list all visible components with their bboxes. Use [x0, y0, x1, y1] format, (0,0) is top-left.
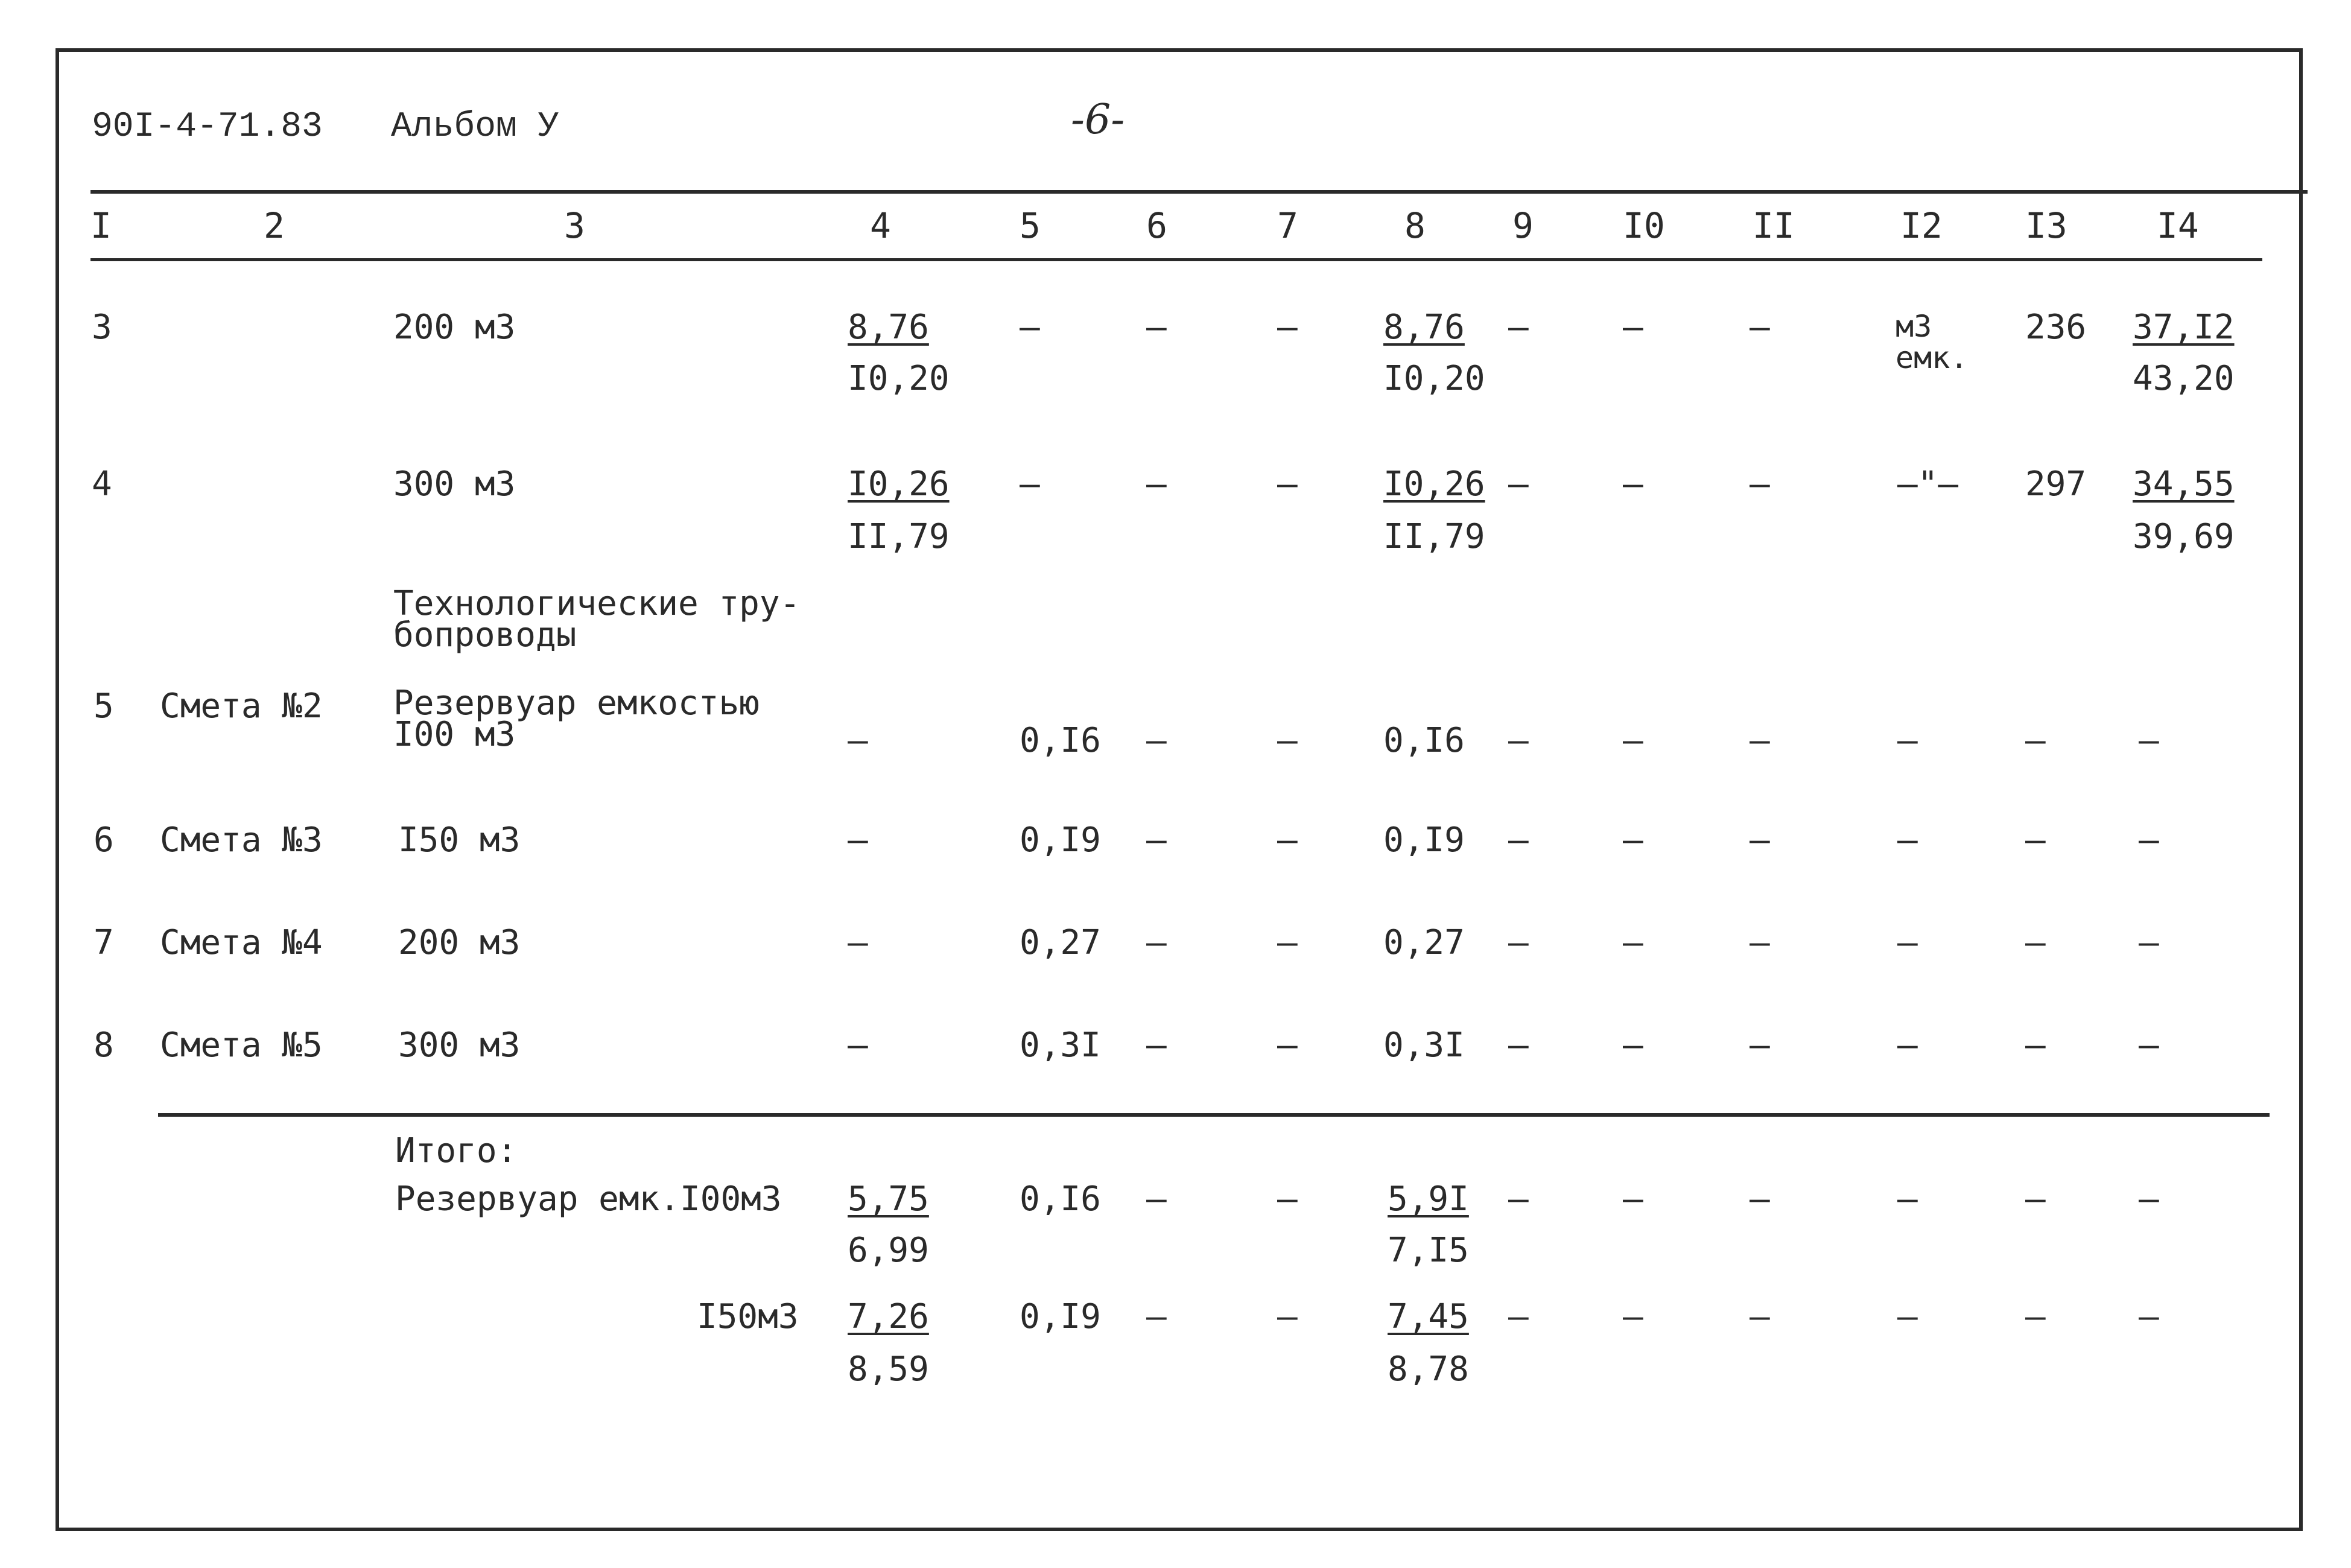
cell-value: – — [1146, 465, 1167, 504]
cell-value: – — [1277, 821, 1298, 860]
cell-value: 0,I6 — [1020, 1179, 1101, 1219]
cell-value: – — [2139, 1179, 2159, 1219]
cell-value: 0,I6 — [1383, 721, 1465, 760]
column-header-divider — [90, 258, 2262, 261]
estimate-ref: Смета №5 — [160, 1026, 323, 1065]
cell-value: 7,26 — [848, 1297, 929, 1336]
estimate-ref: Смета №4 — [160, 923, 323, 962]
cell-value: – — [2139, 1026, 2159, 1065]
estimate-ref: Смета №3 — [160, 821, 323, 860]
cell-value: – — [1750, 1026, 1770, 1065]
cell-value: 0,I9 — [1383, 821, 1465, 860]
cell-value: – — [1623, 923, 1643, 962]
cell-value: 0,I9 — [1020, 1297, 1101, 1336]
cell-value: 37,I2 — [2133, 308, 2235, 347]
document-frame — [56, 48, 2303, 1531]
document-code: 90I-4-71.83 — [92, 107, 323, 147]
cell-value: – — [1508, 1297, 1529, 1336]
cell-value: 0,I6 — [1020, 721, 1101, 760]
cell-value: 0,27 — [1383, 923, 1465, 962]
cell-value: – — [1623, 721, 1643, 760]
total-item-name: I50м3 — [697, 1297, 799, 1336]
cell-value: – — [848, 721, 868, 760]
cell-value: 5,9I — [1388, 1179, 1469, 1219]
cell-value: I0,20 — [848, 359, 950, 398]
cell-value: I0,20 — [1383, 359, 1485, 398]
row-number: 5 — [94, 687, 114, 726]
cell-value: – — [1897, 923, 1918, 962]
cell-value: – — [1277, 923, 1298, 962]
column-header: 4 — [870, 205, 891, 246]
column-header: I3 — [2025, 205, 2067, 246]
cell-value: – — [2025, 721, 2046, 760]
totals-divider — [158, 1113, 2270, 1117]
cell-value: – — [1508, 308, 1529, 347]
cell-value: – — [2139, 821, 2159, 860]
cell-value: – — [1146, 308, 1167, 347]
cell-value: 236 — [2025, 308, 2087, 347]
column-header: I0 — [1623, 205, 1665, 246]
cell-value: – — [1897, 821, 1918, 860]
cell-value: – — [1508, 721, 1529, 760]
cell-value: – — [1020, 308, 1040, 347]
cell-value: – — [2139, 923, 2159, 962]
cell-value: – — [1146, 721, 1167, 760]
cell-value: II,79 — [848, 517, 950, 556]
column-header: 2 — [264, 205, 285, 246]
cell-value: – — [1146, 1026, 1167, 1065]
totals-label: Итого: — [395, 1131, 518, 1170]
cell-value: 5,75 — [848, 1179, 929, 1219]
row-number: 7 — [94, 923, 114, 962]
cell-value: – — [1897, 721, 1918, 760]
cell-value: – — [1146, 1297, 1167, 1336]
cell-value: – — [1508, 465, 1529, 504]
cell-value: 43,20 — [2133, 359, 2235, 398]
column-header: 7 — [1277, 205, 1298, 246]
column-header: 9 — [1512, 205, 1534, 246]
cell-value: – — [1623, 1179, 1643, 1219]
column-header: I2 — [1900, 205, 1943, 246]
row-number: 8 — [94, 1026, 114, 1065]
cell-value: – — [1750, 923, 1770, 962]
cell-value: 8,59 — [848, 1350, 929, 1389]
page-number: -6- — [1071, 96, 1125, 144]
cell-value: – — [848, 821, 868, 860]
column-header: I4 — [2157, 205, 2199, 246]
cell-value: – — [2025, 1179, 2046, 1219]
cell-value: – — [1623, 1297, 1643, 1336]
column-header: 3 — [564, 205, 585, 246]
cell-value: – — [1750, 721, 1770, 760]
row-number: 4 — [92, 465, 112, 504]
cell-value: – — [2025, 923, 2046, 962]
cell-value: – — [1750, 308, 1770, 347]
cell-value: – — [2139, 721, 2159, 760]
cell-value: – — [1750, 1179, 1770, 1219]
cell-value: – — [1146, 1179, 1167, 1219]
cell-value: 7,45 — [1388, 1297, 1469, 1336]
cell-value: – — [1508, 1026, 1529, 1065]
item-name: I50 м3 — [398, 821, 521, 860]
cell-value: – — [1623, 1026, 1643, 1065]
cell-value: – — [1277, 1026, 1298, 1065]
cell-value: – — [1020, 465, 1040, 504]
cell-value: 7,I5 — [1388, 1231, 1469, 1270]
cell-value: – — [1508, 923, 1529, 962]
cell-value: 0,3I — [1383, 1026, 1465, 1065]
cell-value: 297 — [2025, 465, 2087, 504]
cell-value: – — [1623, 821, 1643, 860]
cell-value: – — [2025, 1297, 2046, 1336]
cell-value: – — [1508, 821, 1529, 860]
cell-value: – — [848, 923, 868, 962]
cell-value: –"– — [1897, 465, 1959, 504]
column-header: 6 — [1146, 205, 1167, 246]
cell-value: – — [1146, 821, 1167, 860]
cell-value: – — [1750, 821, 1770, 860]
total-item-name: Резервуар емк.I00м3 — [395, 1179, 782, 1219]
header-divider — [90, 190, 2308, 194]
cell-value: – — [1277, 308, 1298, 347]
cell-value: I0,26 — [1383, 465, 1485, 504]
item-name: 200 м3 — [398, 923, 521, 962]
cell-value: 0,3I — [1020, 1026, 1101, 1065]
cell-value: 0,I9 — [1020, 821, 1101, 860]
cell-value: – — [848, 1026, 868, 1065]
cell-value: – — [2139, 1297, 2159, 1336]
cell-value: 0,27 — [1020, 923, 1101, 962]
cell-value: I0,26 — [848, 465, 950, 504]
cell-value: – — [1508, 1179, 1529, 1219]
cell-value: – — [1146, 923, 1167, 962]
row-number: 3 — [92, 308, 112, 347]
album-title: Альбом У — [391, 107, 559, 147]
cell-value: – — [1750, 465, 1770, 504]
cell-value: 39,69 — [2133, 517, 2235, 556]
cell-value: – — [1623, 308, 1643, 347]
estimate-ref: Смета №2 — [160, 687, 323, 726]
cell-value: 34,55 — [2133, 465, 2235, 504]
cell-value: – — [1277, 465, 1298, 504]
item-name: 200 м3 — [393, 308, 516, 347]
cell-value: – — [2025, 821, 2046, 860]
column-header: I — [90, 205, 112, 246]
column-header: 5 — [1020, 205, 1041, 246]
cell-value: – — [1897, 1026, 1918, 1065]
column-header: II — [1753, 205, 1795, 246]
cell-unit: м3 емк. — [1896, 309, 1969, 375]
cell-value: 8,76 — [1383, 308, 1465, 347]
item-name: Резервуар емкостью I00 м3 — [393, 684, 760, 754]
cell-value: – — [1277, 1179, 1298, 1219]
cell-value: – — [1750, 1297, 1770, 1336]
item-name: 300 м3 — [393, 465, 516, 504]
column-header: 8 — [1404, 205, 1426, 246]
item-name: 300 м3 — [398, 1026, 521, 1065]
cell-value: II,79 — [1383, 517, 1485, 556]
cell-value: – — [1277, 1297, 1298, 1336]
cell-value: 8,76 — [848, 308, 929, 347]
cell-value: 8,78 — [1388, 1350, 1469, 1389]
cell-value: – — [1623, 465, 1643, 504]
cell-value: – — [2025, 1026, 2046, 1065]
cell-value: – — [1897, 1297, 1918, 1336]
row-number: 6 — [94, 821, 114, 860]
section-heading: Технологические тру- бопроводы — [393, 584, 801, 655]
cell-value: 6,99 — [848, 1231, 929, 1270]
cell-value: – — [1897, 1179, 1918, 1219]
cell-value: – — [1277, 721, 1298, 760]
